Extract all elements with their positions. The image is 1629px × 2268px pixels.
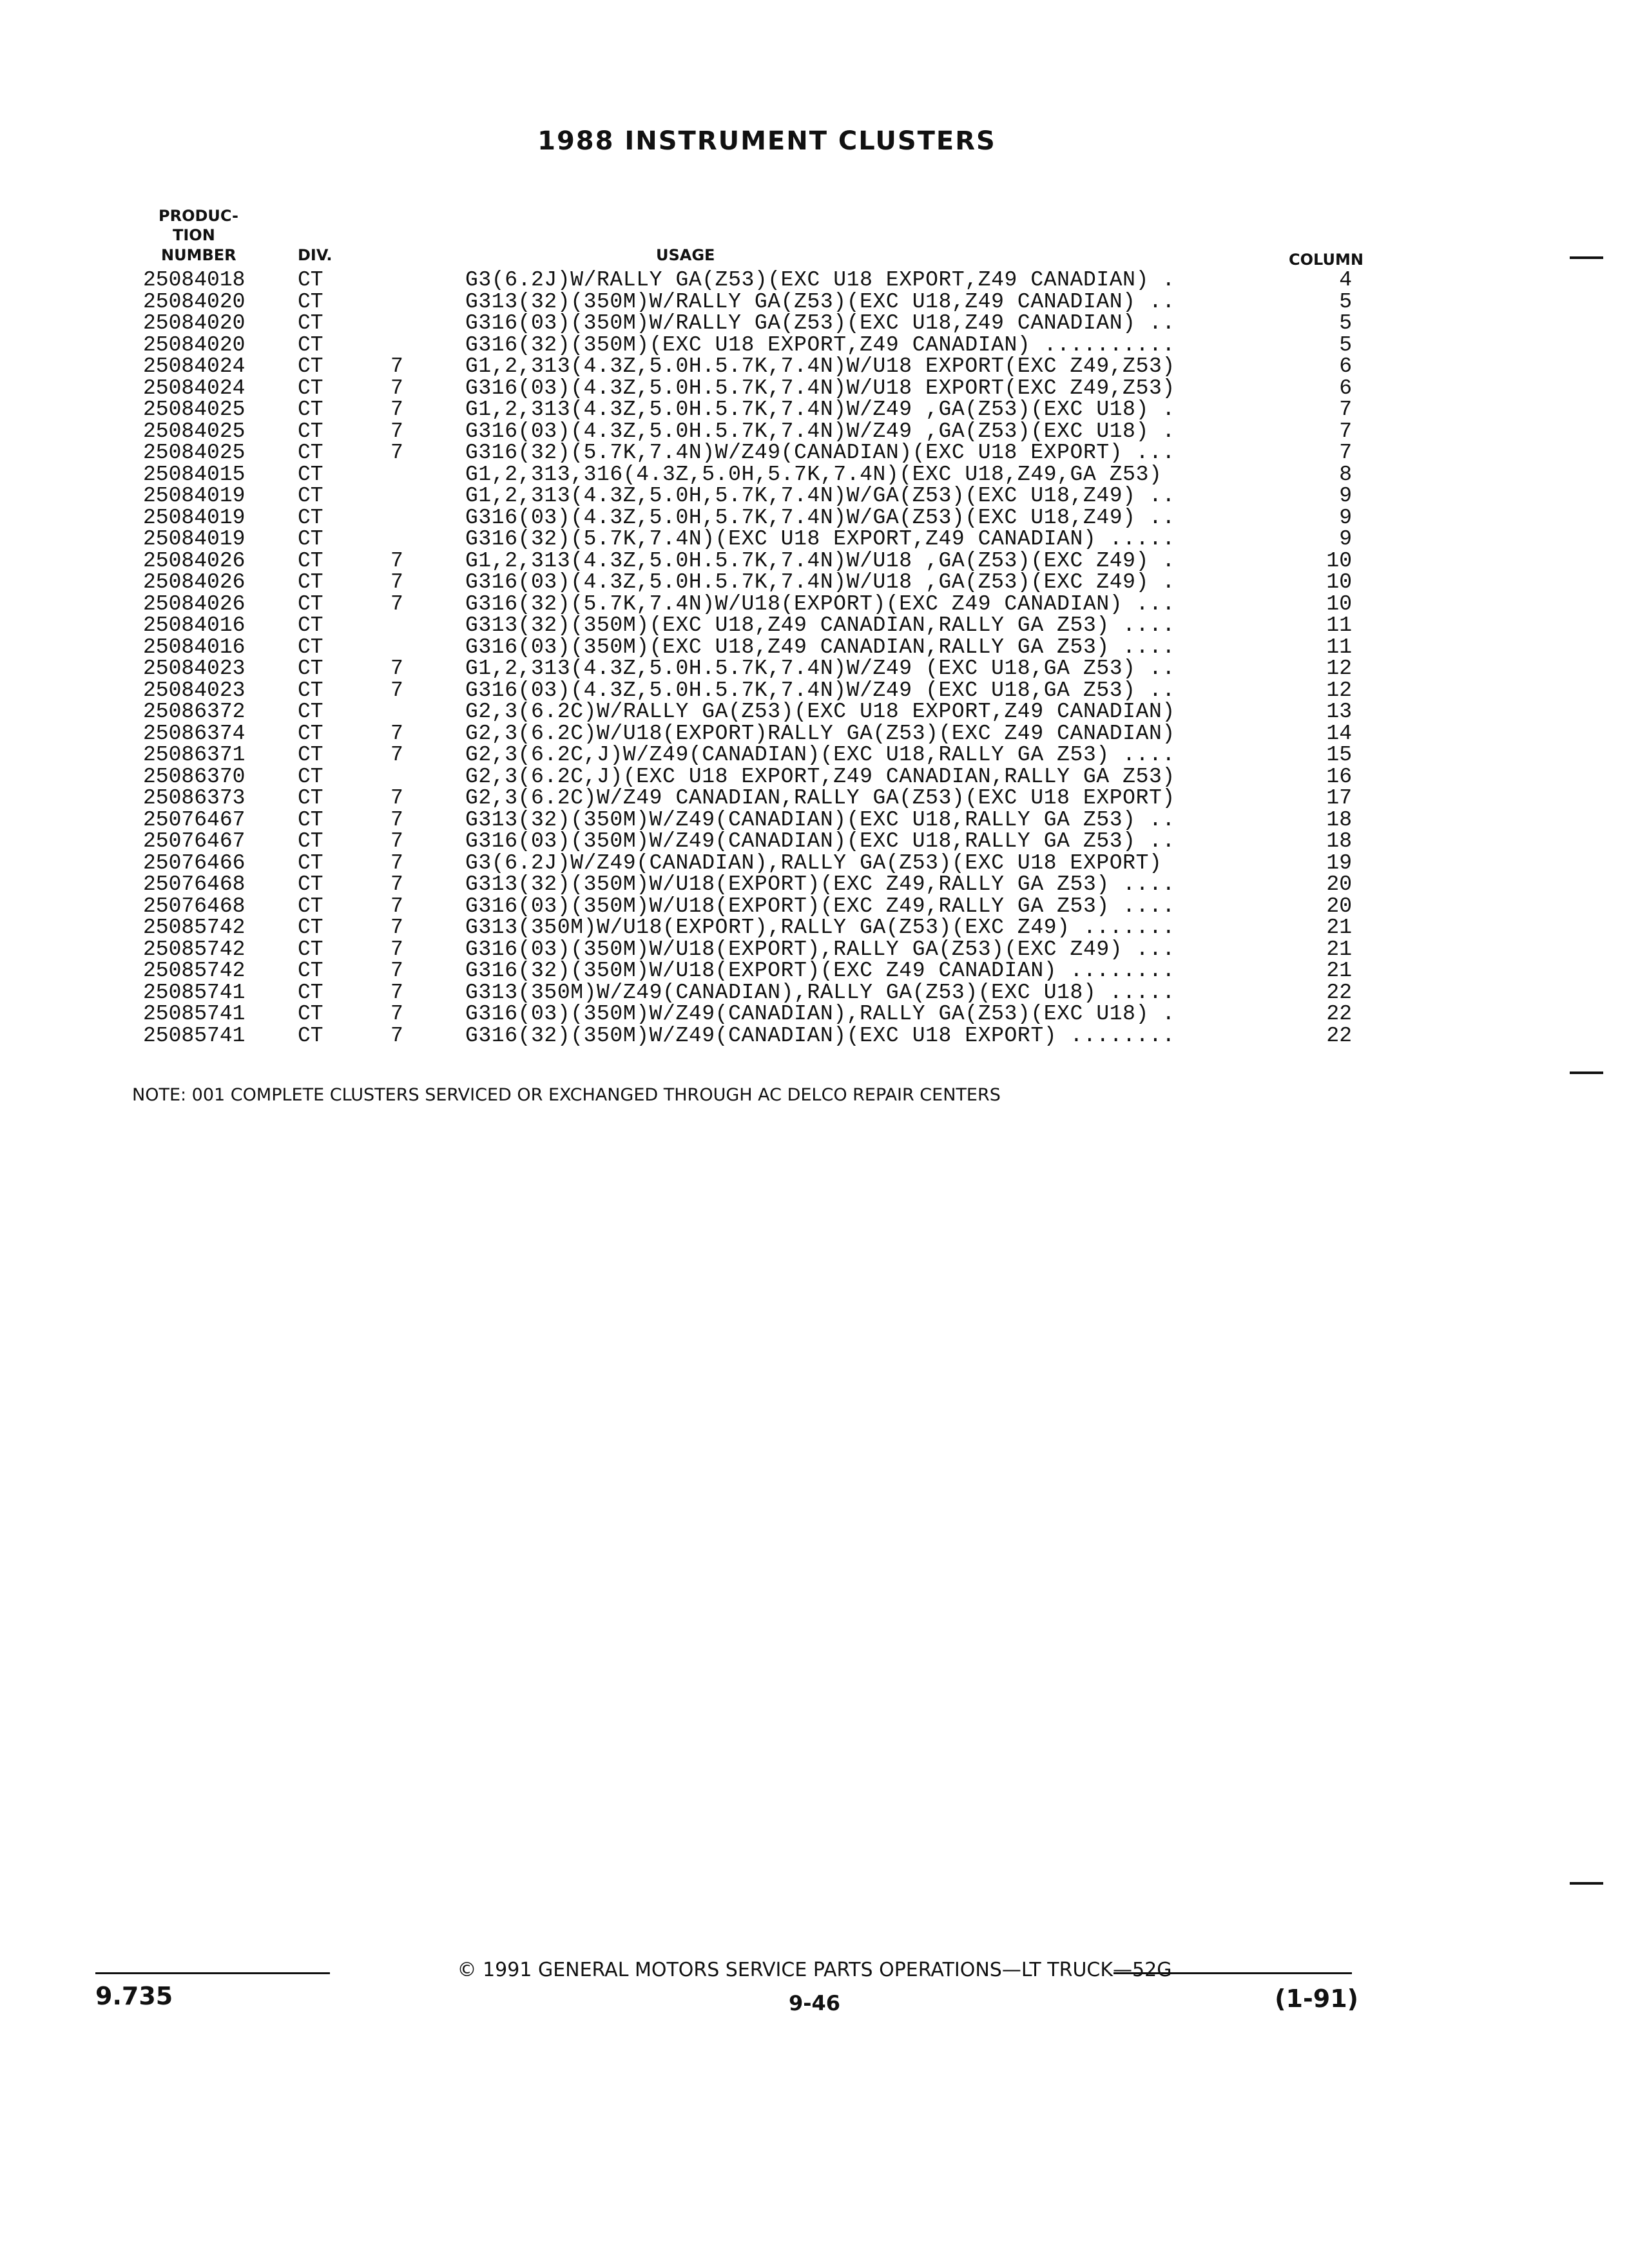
usage-description: G2,3(6.2C)W/RALLY GA(Z53)(EXC U18 EXPORT,Z49 CANADIAN) [465,700,1175,724]
usage-description: G313(32)(350M)W/U18(EXPORT)(EXC Z49,RALLY GA Z53) .... [465,872,1175,896]
part-number: 25084023 [143,678,246,702]
part-number: 25084015 [143,462,246,486]
division-code: CT [298,1002,323,1026]
table-row [0,572,1629,593]
part-number: 25084024 [143,354,246,378]
part-number: 25084019 [143,505,246,530]
usage-description: G316(03)(350M)(EXC U18,Z49 CANADIAN,RALLY GA Z53) .... [465,635,1175,659]
table-row [0,291,1629,313]
column-number: 22 [1326,980,1352,1004]
extra-code: 7 [390,441,403,465]
extra-code: 7 [390,894,403,918]
extra-code: 7 [390,419,403,443]
usage-description: G316(32)(350M)W/Z49(CANADIAN)(EXC U18 EXPORT) ........ [465,1023,1175,1048]
part-number: 25085742 [143,916,246,939]
column-number: 16 [1326,764,1352,789]
header-column: COLUMN [1289,251,1364,269]
usage-description: G2,3(6.2C,J)(EXC U18 EXPORT,Z49 CANADIAN,RALLY GA Z53) [465,764,1175,789]
table-row [0,399,1629,421]
usage-description: G316(32)(350M)W/U18(EXPORT)(EXC Z49 CANADIAN) ........ [465,959,1175,983]
usage-description: G316(32)(5.7K,7.4N)W/Z49(CANADIAN)(EXC U18 EXPORT) ... [465,441,1175,465]
table-row [0,982,1629,1004]
usage-description: G1,2,313(4.3Z,5.0H.5.7K,7.4N)W/U18 EXPORT(EXC Z49,Z53) [465,354,1175,378]
table-row [0,593,1629,615]
table-row [0,658,1629,680]
table-row [0,744,1629,766]
usage-description: G313(350M)W/Z49(CANADIAN),RALLY GA(Z53)(EXC U18) ..... [465,980,1175,1004]
table-row [0,787,1629,809]
column-number: 10 [1326,548,1352,573]
column-number: 20 [1326,872,1352,896]
column-number: 9 [1339,527,1352,551]
part-number: 25085742 [143,959,246,983]
table-row [0,356,1629,378]
part-number: 25086374 [143,721,246,745]
table-row [0,939,1629,961]
extra-code: 7 [390,872,403,896]
extra-code: 7 [390,678,403,702]
division-code: CT [298,635,323,659]
division-code: CT [298,657,323,680]
header-usage: USAGE [656,246,715,264]
column-number: 18 [1326,807,1352,832]
usage-description: G316(03)(350M)W/Z49(CANADIAN)(EXC U18,RALLY GA Z53) .. [465,829,1175,853]
division-code: CT [298,764,323,789]
usage-description: G316(03)(350M)W/Z49(CANADIAN),RALLY GA(Z53)(EXC U18) . [465,1002,1175,1026]
part-number: 25086371 [143,743,246,767]
note-text: NOTE: 001 COMPLETE CLUSTERS SERVICED OR EXCHANGED THROUGH AC DELCO REPAIR CENTERS [132,1085,1001,1105]
extra-code: 7 [390,807,403,832]
part-number: 25084020 [143,332,246,357]
part-number: 25085741 [143,980,246,1004]
extra-code: 7 [390,829,403,853]
table-row [0,831,1629,852]
usage-description: G316(03)(350M)W/U18(EXPORT)(EXC Z49,RALLY GA Z53) .... [465,894,1175,918]
extra-code: 7 [390,1023,403,1048]
column-number: 22 [1326,1023,1352,1048]
part-number: 25084016 [143,635,246,659]
header-production-line2: TION [173,226,215,244]
table-row [0,507,1629,529]
table-row [0,917,1629,939]
division-code: CT [298,743,323,767]
column-number: 7 [1339,398,1352,421]
column-number: 12 [1326,678,1352,702]
part-number: 25084025 [143,398,246,421]
table-row [0,701,1629,723]
division-code: CT [298,786,323,810]
usage-description: G316(32)(350M)(EXC U18 EXPORT,Z49 CANADIAN) .......... [465,332,1175,357]
column-number: 10 [1326,591,1352,616]
part-number: 25084025 [143,441,246,465]
division-code: CT [298,332,323,357]
column-number: 14 [1326,721,1352,745]
part-number: 25084026 [143,548,246,573]
division-code: CT [298,1023,323,1048]
division-code: CT [298,441,323,465]
part-number: 25076468 [143,872,246,896]
margin-mark-top [1570,256,1603,259]
division-code: CT [298,980,323,1004]
table-row [0,442,1629,464]
column-number: 18 [1326,829,1352,853]
column-number: 19 [1326,850,1352,875]
part-number: 25076467 [143,829,246,853]
usage-description: G1,2,313,316(4.3Z,5.0H,5.7K,7.4N)(EXC U18,Z49,GA Z53) [465,462,1162,486]
division-code: CT [298,959,323,983]
table-row [0,485,1629,507]
extra-code: 7 [390,354,403,378]
part-number: 25084016 [143,613,246,637]
usage-description: G2,3(6.2C)W/U18(EXPORT)RALLY GA(Z53)(EXC Z49 CANADIAN) [465,721,1175,745]
division-code: CT [298,376,323,400]
footer-date-code: (1-91) [1275,1984,1358,2013]
extra-code: 7 [390,570,403,594]
division-code: CT [298,894,323,918]
column-number: 11 [1326,635,1352,659]
part-number: 25086373 [143,786,246,810]
table-row [0,378,1629,399]
table-row [0,1003,1629,1025]
division-code: CT [298,829,323,853]
usage-description: G316(03)(4.3Z,5.0H.5.7K,7.4N)W/U18 EXPORT(EXC Z49,Z53) [465,376,1175,400]
usage-description: G1,2,313(4.3Z,5.0H,5.7K,7.4N)W/GA(Z53)(EXC U18,Z49) .. [465,484,1175,508]
division-code: CT [298,678,323,702]
column-number: 7 [1339,419,1352,443]
extra-code: 7 [390,980,403,1004]
extra-code: 7 [390,786,403,810]
margin-mark-bottom [1570,1882,1603,1885]
column-number: 5 [1339,332,1352,357]
division-code: CT [298,311,323,335]
column-number: 21 [1326,937,1352,961]
usage-description: G316(03)(350M)W/RALLY GA(Z53)(EXC U18,Z49 CANADIAN) .. [465,311,1175,335]
division-code: CT [298,872,323,896]
division-code: CT [298,527,323,551]
table-row [0,464,1629,486]
division-code: CT [298,721,323,745]
extra-code: 7 [390,743,403,767]
part-number: 25076466 [143,850,246,875]
header-division: DIV. [298,246,333,264]
header-production-line3: NUMBER [161,246,236,264]
usage-description: G316(03)(4.3Z,5.0H.5.7K,7.4N)W/Z49 ,GA(Z53)(EXC U18) . [465,419,1175,443]
table-row [0,269,1629,291]
table-row [0,874,1629,896]
footer-page-code: 9.735 [95,1982,173,2010]
table-row [0,528,1629,550]
extra-code: 7 [390,916,403,939]
column-number: 4 [1339,268,1352,292]
part-number: 25084019 [143,527,246,551]
table-row [0,421,1629,443]
column-number: 22 [1326,1002,1352,1026]
table-row [0,852,1629,874]
column-number: 20 [1326,894,1352,918]
division-code: CT [298,570,323,594]
column-number: 6 [1339,354,1352,378]
table-row [0,723,1629,745]
usage-description: G313(32)(350M)W/Z49(CANADIAN)(EXC U18,RALLY GA Z53) .. [465,807,1175,832]
usage-description: G313(32)(350M)W/RALLY GA(Z53)(EXC U18,Z49 CANADIAN) .. [465,289,1175,314]
division-code: CT [298,419,323,443]
part-number: 25084026 [143,570,246,594]
column-number: 21 [1326,959,1352,983]
page-title: 1988 INSTRUMENT CLUSTERS [537,126,996,156]
usage-description: G2,3(6.2C,J)W/Z49(CANADIAN)(EXC U18,RALLY GA Z53) .... [465,743,1175,767]
usage-description: G313(32)(350M)(EXC U18,Z49 CANADIAN,RALLY GA Z53) .... [465,613,1175,637]
column-number: 6 [1339,376,1352,400]
table-row [0,550,1629,572]
part-number: 25084025 [143,419,246,443]
part-number: 25085741 [143,1023,246,1048]
table-row [0,312,1629,334]
extra-code: 7 [390,937,403,961]
footer-copyright: © 1991 GENERAL MOTORS SERVICE PARTS OPERATIONS—LT TRUCK—52G [457,1959,1172,1981]
extra-code: 7 [390,398,403,421]
parts-table [0,269,1629,1046]
usage-description: G316(03)(4.3Z,5.0H.5.7K,7.4N)W/Z49 (EXC U18,GA Z53) .. [465,678,1175,702]
usage-description: G2,3(6.2C)W/Z49 CANADIAN,RALLY GA(Z53)(EXC U18 EXPORT) [465,786,1175,810]
usage-description: G316(32)(5.7K,7.4N)(EXC U18 EXPORT,Z49 CANADIAN) ..... [465,527,1175,551]
extra-code: 7 [390,850,403,875]
usage-description: G313(350M)W/U18(EXPORT),RALLY GA(Z53)(EXC Z49) ....... [465,916,1175,939]
footer-page-number: 9-46 [788,1991,841,2015]
extra-code: 7 [390,548,403,573]
extra-code: 7 [390,959,403,983]
division-code: CT [298,591,323,616]
table-row [0,334,1629,356]
column-number: 15 [1326,743,1352,767]
table-row [0,809,1629,831]
part-number: 25076468 [143,894,246,918]
usage-description: G1,2,313(4.3Z,5.0H.5.7K,7.4N)W/Z49 ,GA(Z53)(EXC U18) . [465,398,1175,421]
usage-description: G3(6.2J)W/RALLY GA(Z53)(EXC U18 EXPORT,Z49 CANADIAN) . [465,268,1175,292]
part-number: 25084019 [143,484,246,508]
part-number: 25085741 [143,1002,246,1026]
division-code: CT [298,505,323,530]
extra-code: 7 [390,657,403,680]
extra-code: 7 [390,721,403,745]
extra-code: 7 [390,1002,403,1026]
division-code: CT [298,398,323,421]
division-code: CT [298,937,323,961]
part-number: 25084020 [143,311,246,335]
part-number: 25084018 [143,268,246,292]
column-number: 9 [1339,505,1352,530]
table-row [0,1025,1629,1047]
table-row [0,615,1629,637]
column-number: 12 [1326,657,1352,680]
division-code: CT [298,462,323,486]
part-number: 25084026 [143,591,246,616]
usage-description: G316(03)(350M)W/U18(EXPORT),RALLY GA(Z53)(EXC Z49) ... [465,937,1175,961]
column-number: 7 [1339,441,1352,465]
division-code: CT [298,807,323,832]
usage-description: G316(03)(4.3Z,5.0H,5.7K,7.4N)W/GA(Z53)(EXC U18,Z49) .. [465,505,1175,530]
division-code: CT [298,850,323,875]
table-row [0,960,1629,982]
usage-description: G1,2,313(4.3Z,5.0H.5.7K,7.4N)W/U18 ,GA(Z53)(EXC Z49) . [465,548,1175,573]
usage-description: G1,2,313(4.3Z,5.0H.5.7K,7.4N)W/Z49 (EXC U18,GA Z53) .. [465,657,1175,680]
part-number: 25086372 [143,700,246,724]
part-number: 25076467 [143,807,246,832]
column-number: 9 [1339,484,1352,508]
part-number: 25085742 [143,937,246,961]
part-number: 25086370 [143,764,246,789]
division-code: CT [298,700,323,724]
division-code: CT [298,548,323,573]
part-number: 25084024 [143,376,246,400]
column-number: 21 [1326,916,1352,939]
part-number: 25084023 [143,657,246,680]
margin-mark-middle [1570,1072,1603,1074]
table-row [0,896,1629,918]
column-number: 8 [1339,462,1352,486]
table-row [0,680,1629,702]
division-code: CT [298,268,323,292]
column-number: 11 [1326,613,1352,637]
extra-code: 7 [390,591,403,616]
column-number: 13 [1326,700,1352,724]
division-code: CT [298,354,323,378]
usage-description: G3(6.2J)W/Z49(CANADIAN),RALLY GA(Z53)(EXC U18 EXPORT) [465,850,1162,875]
table-row [0,637,1629,658]
division-code: CT [298,484,323,508]
division-code: CT [298,613,323,637]
division-code: CT [298,289,323,314]
division-code: CT [298,916,323,939]
column-number: 10 [1326,570,1352,594]
column-number: 5 [1339,289,1352,314]
part-number: 25084020 [143,289,246,314]
column-number: 5 [1339,311,1352,335]
extra-code: 7 [390,376,403,400]
table-row [0,766,1629,788]
column-number: 17 [1326,786,1352,810]
header-production-line1: PRODUC- [159,207,239,225]
usage-description: G316(03)(4.3Z,5.0H.5.7K,7.4N)W/U18 ,GA(Z53)(EXC Z49) . [465,570,1175,594]
usage-description: G316(32)(5.7K,7.4N)W/U18(EXPORT)(EXC Z49 CANADIAN) ... [465,591,1175,616]
